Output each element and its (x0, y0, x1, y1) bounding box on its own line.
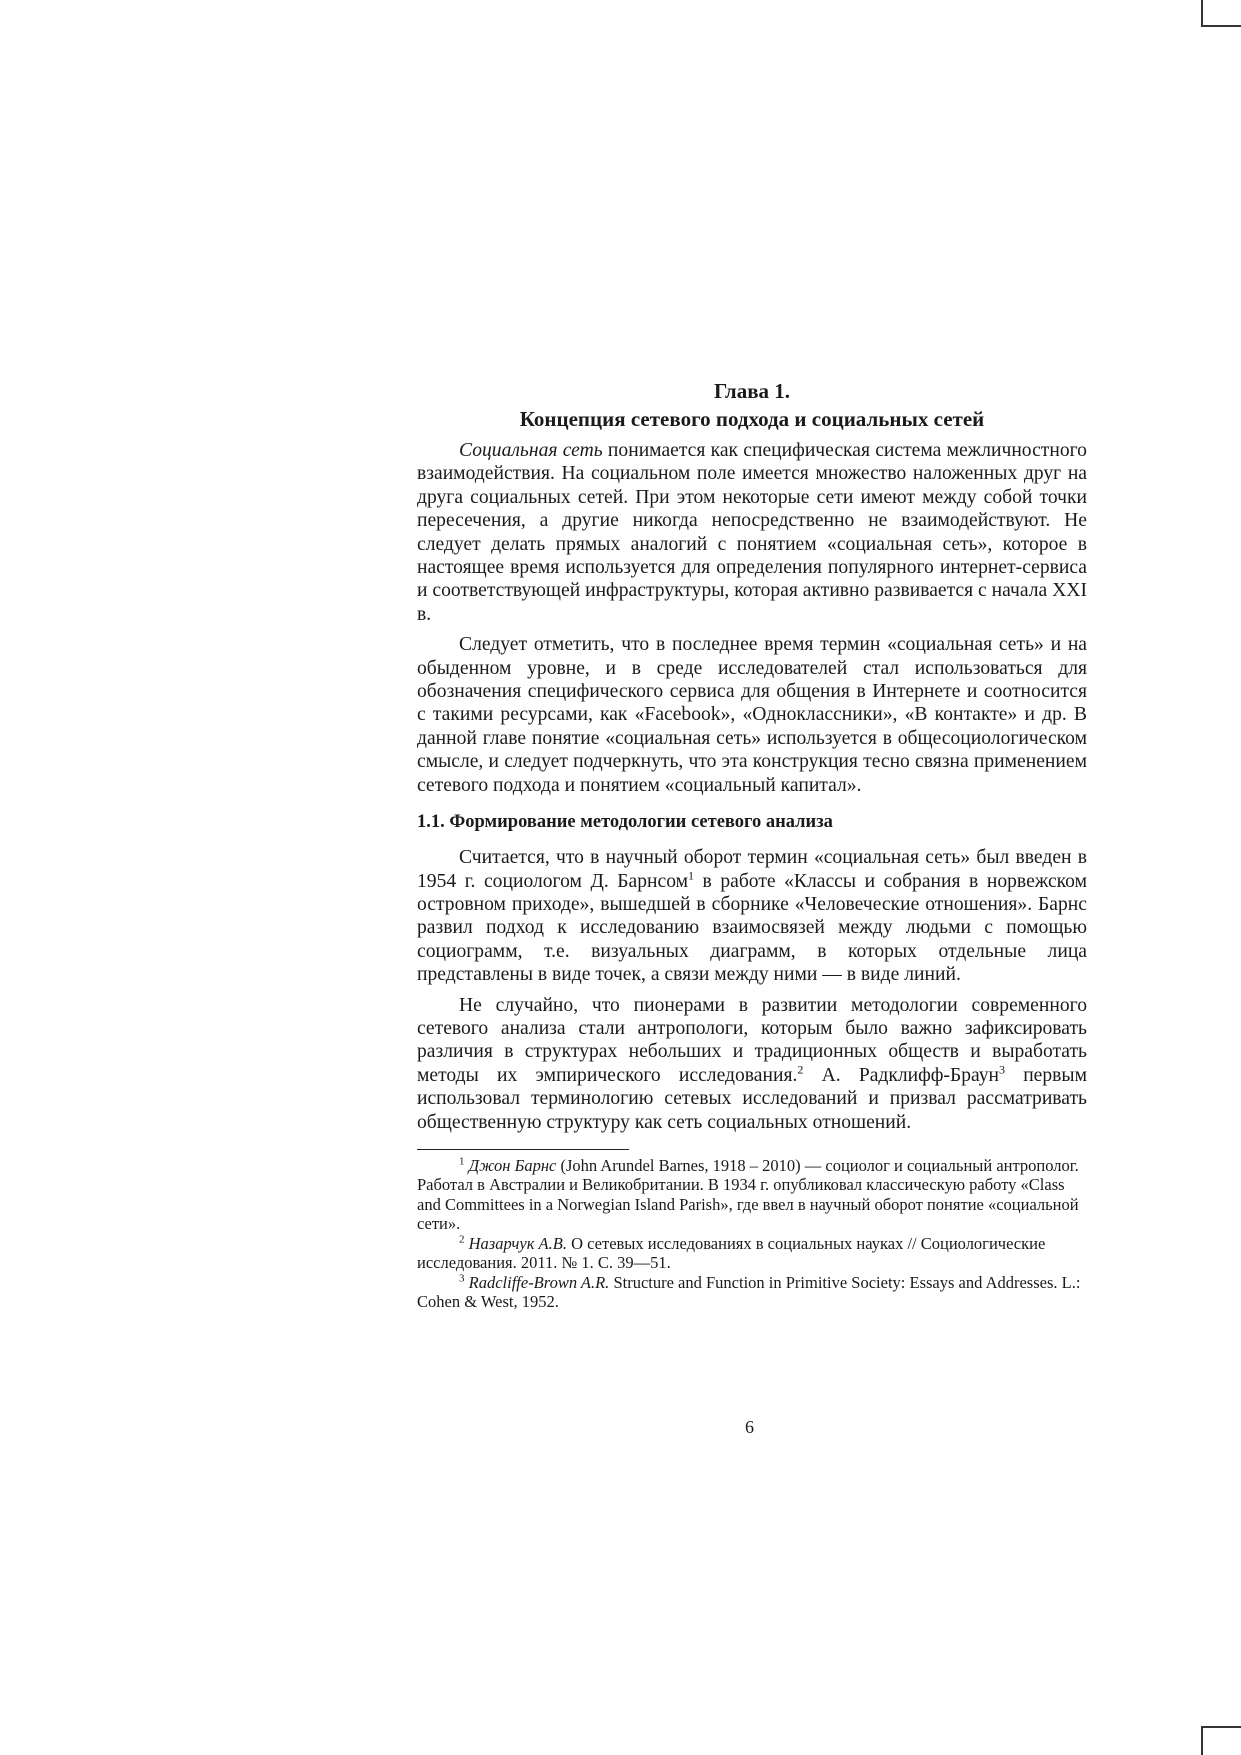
crop-mark-top-right (1201, 25, 1241, 27)
footnote-ref-1[interactable]: 1 (688, 867, 695, 882)
paragraph-2: Следует отметить, что в последнее время термин «социальная сеть» и на обыденном уровне, и в среде исследователей стал использоваться для обозначения специфического сервиса для общения в Интернете и соотносится с такими ресурсами, как «Facebook», «Одноклассники», «В контакте» и др. В данной главе понятие «социальная сеть» используется в общесоциологическом смысле, и следует подчеркнуть, что эта конструкция тесно связна применением сетевого подхода и понятием «социальный капитал». (417, 634, 1087, 796)
page-number: 6 (745, 1417, 754, 1437)
paragraph-1-text: понимается как специфическая система межличностного взаимодействия. На социальном поле имеется множество наложенных друг на друга социальных сетей. При этом некоторые сети имеют между собой точки пересечения, а другие никогда непосредственно не взаимодействуют. Не следует делать прямых аналогий с понятием «социальная сеть», которое в настоящее время используется для определения популярного интернет-сервиса и соответствующей инфраструктуры, которая активно развивается с начала XXI в. (417, 440, 1087, 625)
footnote-separator (417, 1149, 629, 1150)
crop-mark-bottom-right (1201, 1726, 1241, 1728)
footnote-2 (417, 1234, 1087, 1273)
crop-mark-bottom-right (1201, 1726, 1203, 1755)
paragraph-1 (417, 439, 1087, 626)
paragraph-4 (417, 994, 1087, 1134)
paragraph-4-text-b: А. Радклифф-Браун (803, 1064, 999, 1086)
chapter-title: Концепция сетевого подхода и социальных сетей (519, 407, 985, 431)
footnote-text: Structure and Function in Primitive Society: Essays and Addresses. L.: Cohen & West, 1952. (417, 1272, 1081, 1312)
footnote-author: Джон Барнс (468, 1155, 557, 1175)
paragraph-3 (417, 846, 1087, 986)
footnote-ref-3[interactable]: 3 (999, 1062, 1005, 1077)
paragraph-4-text-c: первым использовал терминологию сетевых исследований и призвал рассматривать общественную структуру как сеть социальных отношений. (417, 1064, 1087, 1133)
crop-mark-top-right (1201, 0, 1203, 26)
paragraph-3-text-a: Считается, что в научный оборот термин «социальная сеть» был введен в 1954 г. социологом Д. Барнсом (417, 847, 1087, 892)
footnote-mark: 2 (459, 1233, 465, 1246)
footnote-ref-2[interactable]: 2 (797, 1062, 804, 1077)
footnote-1 (417, 1156, 1087, 1234)
page-body (417, 377, 1087, 1312)
footnote-mark: 1 (459, 1155, 465, 1168)
footnote-mark: 3 (459, 1272, 465, 1285)
footnote-text: О сетевых исследованиях в социальных науках // Социологические исследования. 2011. № 1. С. 39—51. (417, 1233, 1046, 1273)
footnote-text: (John Arundel Barnes, 1918 – 2010) — социолог и социальный антрополог. Работал в Австралии и Великобритании. В 1934 г. опубликовал классическую работу «Class and Committees in a Norwegian Island Parish», где ввел в научный оборот понятие «социальной сети». (417, 1155, 1079, 1234)
paragraph-4-text-a: Не случайно, что пионерами в развитии методологии современного сетевого анализа стали антропологи, которым было важно зафиксировать различия в структурах небольших и традиционных обществ и выработать методы их эмпирического исследования. (417, 994, 1087, 1086)
footnote-author: Radcliffe-Brown A.R. (468, 1272, 610, 1292)
chapter-number: Глава 1. (713, 379, 791, 403)
footnote-3 (417, 1273, 1087, 1312)
paragraph-3-text-b: в работе «Классы и собрания в норвежском островном приходе», вышедшей в сборнике «Человеческие отношения». Барнс развил подход к исследованию взаимосвязей между людьми с помощью социограмм, т.е. визуальных диаграмм, в которых отдельные лица представлены в виде точек, а связи между ними — в виде линий. (417, 870, 1087, 986)
term-social-network: Социальная сеть (459, 440, 603, 461)
footnote-author: Назарчук А.В. (468, 1233, 567, 1253)
section-title: 1.1. Формирование методологии сетевого анализа (417, 812, 833, 833)
